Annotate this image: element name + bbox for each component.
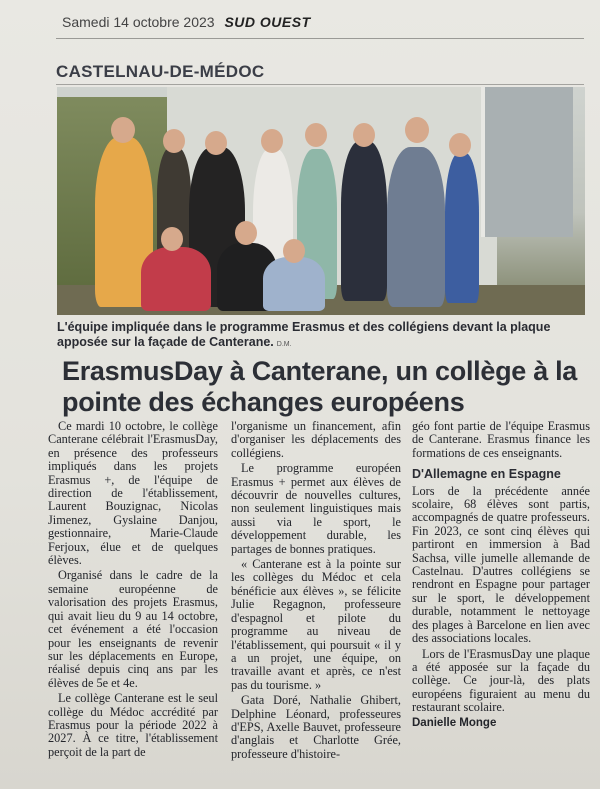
article-column-2 bbox=[231, 420, 401, 763]
photo-head bbox=[283, 239, 305, 263]
paragraph: Gata Doré, Nathalie Ghibert, Delphine Léonard, professeures d'EPS, Axelle Bauvet, professeure d'anglais et Charlotte Grée, professeure d'histoire- bbox=[231, 693, 401, 761]
photo-head bbox=[205, 131, 227, 155]
paragraph: Lors de l'ErasmusDay une plaque a été apposée sur la façade du collège. Ce jour-là, des plats européens figuraient au menu du restaurant scolaire. bbox=[412, 646, 590, 715]
article-column-3 bbox=[412, 420, 590, 730]
photo-person bbox=[263, 257, 325, 311]
photo-caption-text: L'équipe impliquée dans le programme Erasmus et des collégiens devant la plaque apposée sur la façade de Canterane. bbox=[57, 320, 551, 349]
photo-person bbox=[445, 153, 479, 303]
article-headline: ErasmusDay à Canterane, un collège à la pointe des échanges européens bbox=[62, 356, 578, 417]
paragraph: « Canterane est à la pointe sur les collèges du Médoc et cela bénéficie aux élèves », se félicite Julie Regagnon, professeure d'espagnol et pilote du programme au niveau de l'établissement, qui poursuit « il y a un projet, une équipe, on travaille avant et après, ce n'est pas du tourisme. » bbox=[231, 557, 401, 692]
article-column-1 bbox=[48, 420, 218, 761]
publication-date: Samedi 14 octobre 2023 bbox=[62, 14, 215, 30]
photo-head bbox=[261, 129, 283, 153]
section-divider bbox=[56, 84, 584, 85]
photo-person bbox=[387, 147, 445, 307]
article-author: Danielle Monge bbox=[412, 716, 497, 729]
page-header bbox=[62, 14, 580, 36]
paragraph: géo font partie de l'équipe Erasmus de Canterane. Erasmus finance les formations de ces enseignants. bbox=[412, 419, 590, 460]
photo-credit: D.M. bbox=[276, 341, 292, 348]
photo-head bbox=[353, 123, 375, 147]
paragraph: Le collège Canterane est le seul collège du Médoc accrédité par Erasmus pour la période 2022 à 2027. À ce titre, l'établissement perçoit de la part de bbox=[48, 691, 218, 759]
paragraph: Lors de la précédente année scolaire, 68 élèves sont partis, accompagnés de quatre professeurs. Fin 2023, ce sont cinq élèves qui partiront en immersion à Bad Sachsa, ville jumelle allemande de Castelnau. D'autres collégiens se rendront en Espagne pour partager sur le sport, le développement durable, notamment le nettoyage des plages à Barcelone en lien avec des associations locales. bbox=[412, 483, 590, 646]
photo-window bbox=[481, 87, 573, 237]
photo-head bbox=[163, 129, 185, 153]
article-subheading: D'Allemagne en Espagne bbox=[412, 467, 561, 482]
paragraph: Organisé dans le cadre de la semaine européenne de valorisation des projets Erasmus, qui avait lieu du 9 au 14 octobre, cet événement a été l'occasion pour les enseignants de revenir sur les déplacements en Europe, réalisé depuis cinq ans par les élèves de 5e et 4e. bbox=[48, 568, 218, 690]
photo-head bbox=[305, 123, 327, 147]
paragraph: Le programme européen Erasmus + permet aux élèves de découvrir de nouvelles cultures, non seulement linguistiques mais aussi via le sport, le développement durable, les partages de bonnes pratiques. bbox=[231, 461, 401, 556]
paragraph: Ce mardi 10 octobre, le collège Canterane célébrait l'ErasmusDay, en présence des professeurs impliqués dans les projets Erasmus +, de l'équipe de direction de l'établissement, Laurent Bouzignac, Nicolas Jimenez, Gyslaine Danjou, gestionnaire, Marie-Claude Ferjoux, élue et de quelques élèves. bbox=[48, 419, 218, 568]
photo-head bbox=[161, 227, 183, 251]
header-divider bbox=[56, 38, 584, 39]
article-body bbox=[48, 420, 596, 780]
photo-head bbox=[235, 221, 257, 245]
photo-head bbox=[449, 133, 471, 157]
photo-caption bbox=[57, 320, 585, 352]
section-title: CASTELNAU-DE-MÉDOC bbox=[56, 62, 265, 81]
photo-head bbox=[111, 117, 135, 143]
newspaper-name: SUD OUEST bbox=[224, 14, 311, 30]
group-photo bbox=[57, 87, 585, 315]
photo-person bbox=[341, 141, 387, 301]
paragraph: l'organisme un financement, afin d'organiser les déplacements des collégiens. bbox=[231, 419, 401, 460]
photo-person bbox=[141, 247, 211, 311]
photo-head bbox=[405, 117, 429, 143]
